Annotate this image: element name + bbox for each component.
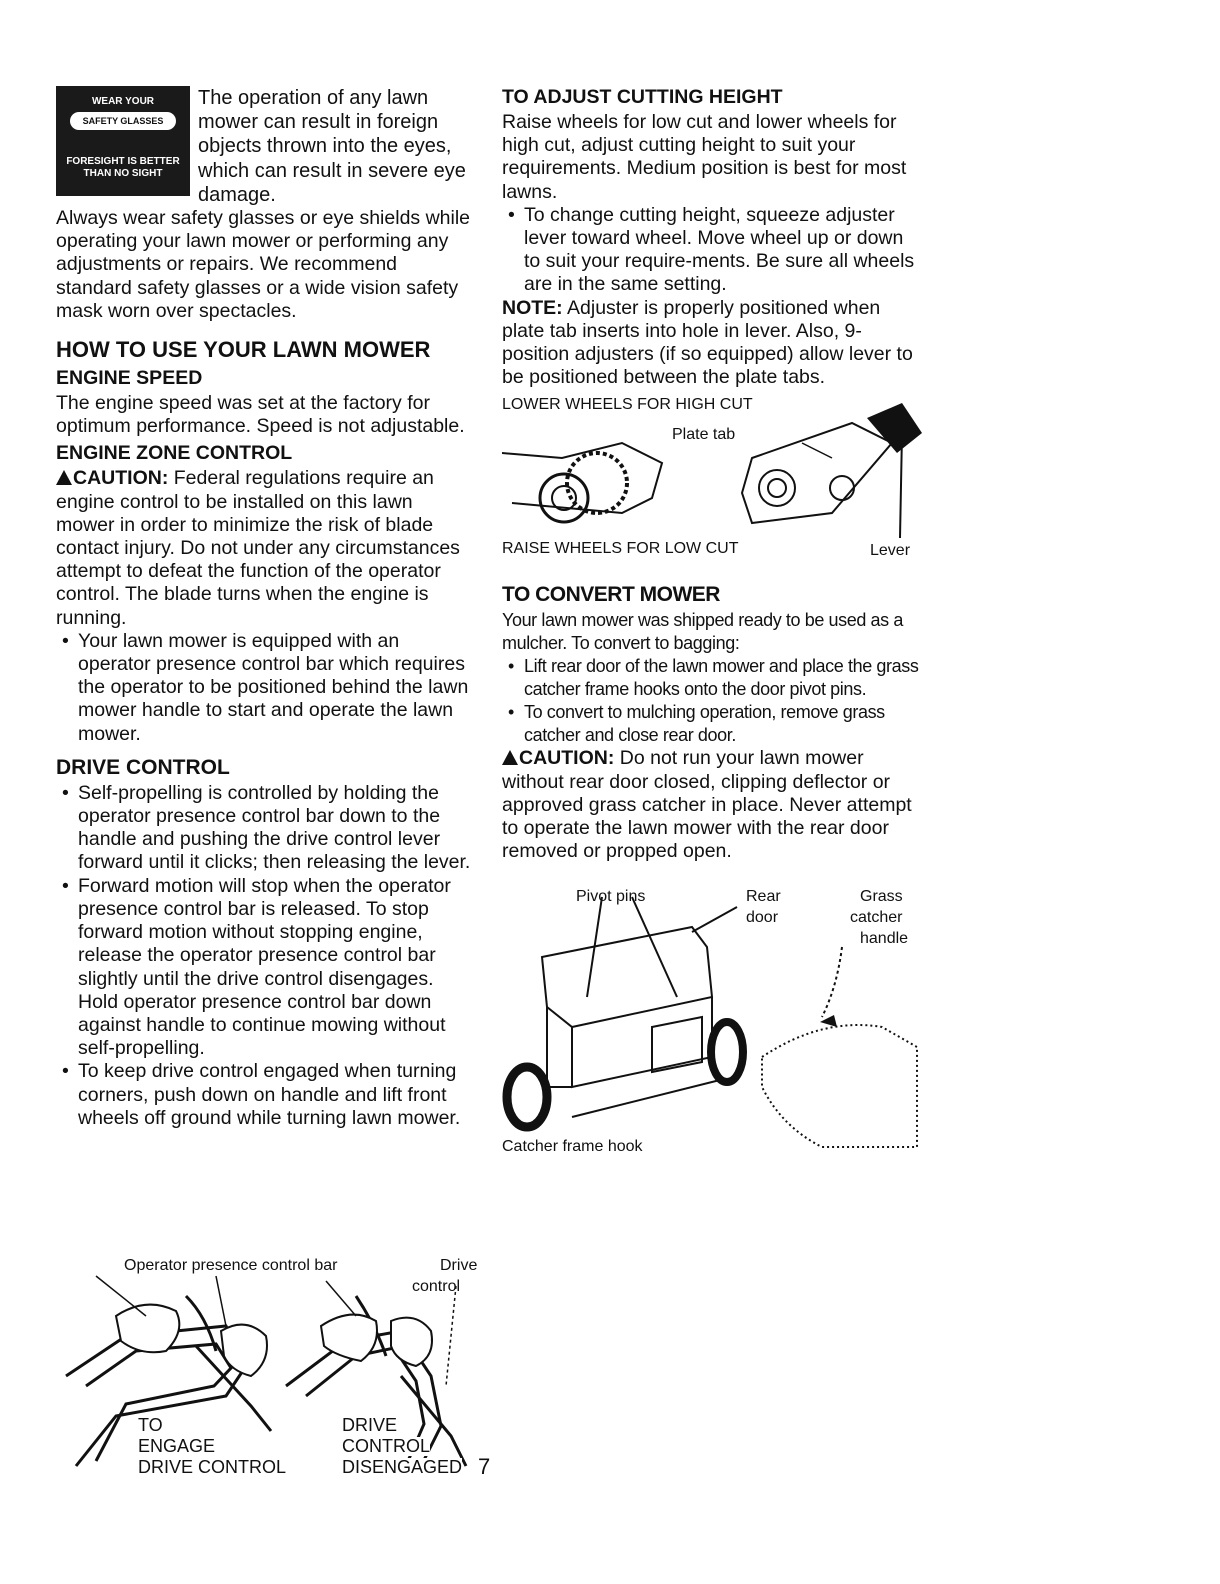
warning-triangle-icon [502, 750, 518, 765]
warning-triangle-icon [56, 470, 72, 485]
list-item: • Lift rear door of the lawn mower and place the grass catcher frame hooks onto the door pivot pins. [502, 655, 922, 701]
engine-speed-text: The engine speed was set at the factory for optimum performance. Speed is not adjustable. [56, 392, 465, 438]
right-column [502, 86, 922, 1167]
left-column [56, 86, 476, 1130]
label-to: TO [138, 1415, 163, 1435]
convert-caution-text: Do not run your lawn mower without rear door closed, clipping deflector or approved grass catcher in place. Never attempt to operate the lawn mower with the rear door removed or propped open. [502, 747, 912, 863]
note-text: Adjuster is properly positioned when plate tab inserts into hole in lever. Also, 9-position adjusters (if so equipped) allow lever to be positioned between the plate tabs. [502, 296, 913, 389]
label-drive-control: DRIVE CONTROL [138, 1457, 287, 1477]
label-control: control [412, 1278, 461, 1295]
cutting-height-text: Raise wheels for low cut and lower wheels for high cut, adjust cutting height to suit your requirements. Medium position is best for most lawns. [502, 111, 907, 203]
label-handle: handle [860, 930, 909, 948]
note-label: NOTE: [502, 296, 563, 319]
heading-how-to-use: HOW TO USE YOUR LAWN MOWER [56, 337, 431, 363]
zone-bullet-list [56, 630, 476, 746]
note-paragraph [502, 297, 922, 390]
intro-rest: Always wear safety glasses or eye shields while operating your lawn mower or performing any adjustments or repairs. We recommend standard safety glasses or a wide vision safety mask worn over spectacles. [56, 207, 471, 322]
heading-engine-zone: ENGINE ZONE CONTROL [56, 442, 293, 465]
badge-line-3: FORESIGHT IS BETTER THAN NO SIGHT [66, 156, 180, 179]
label-engage: ENGAGE [138, 1436, 216, 1456]
heading-engine-speed: ENGINE SPEED [56, 367, 203, 390]
label-drive: Drive [440, 1257, 478, 1274]
safety-glasses-badge [56, 86, 190, 196]
list-item: • To keep drive control engaged when turning corners, push down on handle and lift front wheels off ground while turning lawn mower. [56, 1060, 476, 1130]
height-bullet-list [502, 204, 922, 297]
label-control-2: CONTROL [342, 1436, 431, 1456]
heading-drive-control: DRIVE CONTROL [56, 755, 230, 779]
list-item: • To change cutting height, squeeze adjuster lever toward wheel. Move wheel up or down to suit your require-ments. Be sure all wheels are in the same setting. [502, 204, 922, 297]
convert-caution-label: CAUTION: [519, 747, 615, 770]
label-grass: Grass [860, 888, 903, 906]
badge-line-2: SAFETY GLASSES [70, 112, 176, 130]
label-rear: Rear [746, 888, 781, 906]
label-raise-wheels: RAISE WHEELS FOR LOW CUT [502, 540, 739, 558]
cutting-height-figure [502, 396, 922, 583]
label-catcher: catcher [850, 909, 903, 927]
label-plate-tab: Plate tab [672, 426, 736, 444]
zone-caution-label: CAUTION: [73, 467, 169, 490]
label-disengaged: DISENGAGED [342, 1457, 463, 1477]
badge-line-1: WEAR YOUR [91, 96, 155, 107]
intro-text: The operation of any lawn mower can result in foreign objects thrown into the eyes, which can result in severe eye damage. [198, 87, 466, 206]
drive-bullet-list [56, 782, 476, 1130]
list-item: • Forward motion will stop when the operator presence control bar is released. To stop forward motion without stopping engine, release the operator presence control bar slightly until the drive control disengages. Hold operator presence control bar down against handle to continue mowing without self-propelling. [56, 875, 476, 1061]
label-catcher-frame-hook: Catcher frame hook [502, 1138, 643, 1156]
convert-text: Your lawn mower was shipped ready to be used as a mulcher. To convert to bagging: [502, 610, 903, 654]
label-operator-bar: Operator presence control bar [124, 1257, 338, 1274]
page-number: 7 [478, 1454, 491, 1479]
zone-caution-text: Federal regulations require an engine control to be installed on this lawn mower in order to minimize the risk of blade contact injury. Do not under any circumstances attempt to defeat the function of the operator control. The blade turns when the engine is running. [56, 467, 460, 629]
convert-caution-paragraph [502, 747, 922, 863]
grass-catcher-illustration [502, 887, 922, 1167]
zone-caution-paragraph [56, 467, 476, 629]
label-lower-wheels: LOWER WHEELS FOR HIGH CUT [502, 396, 753, 414]
grass-catcher-figure [502, 887, 922, 1167]
drive-control-figure [56, 1256, 476, 1484]
convert-bullet-list [502, 655, 922, 747]
label-pivot-pins: Pivot pins [576, 888, 646, 906]
list-item: • Your lawn mower is equipped with an operator presence control bar which requires the operator to be positioned behind the lawn mower handle to start and operate the lawn mower. [56, 630, 476, 746]
list-item: • To convert to mulching operation, remove grass catcher and close rear door. [502, 701, 922, 747]
label-door: door [746, 909, 779, 927]
label-lever: Lever [870, 542, 911, 560]
label-drive-2: DRIVE [342, 1415, 398, 1435]
heading-cutting-height: TO ADJUST CUTTING HEIGHT [502, 86, 783, 108]
heading-convert-mower: TO CONVERT MOWER [502, 583, 720, 607]
list-item: • Self-propelling is controlled by holding the operator presence control bar down to the handle and pushing the drive control lever forward until it clicks; then releasing the lever. [56, 782, 476, 875]
